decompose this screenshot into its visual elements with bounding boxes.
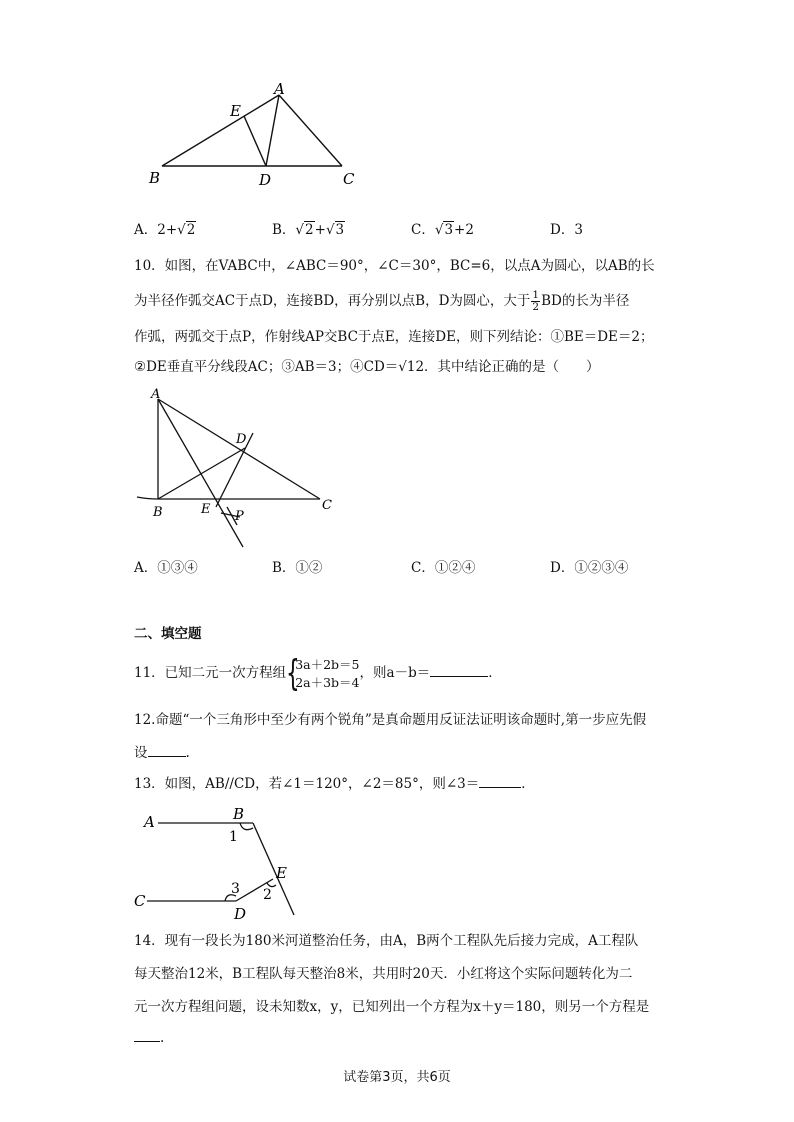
- fraction-numerator: 1: [532, 289, 540, 301]
- q11: [134, 652, 502, 694]
- option-value: 2+: [157, 222, 178, 238]
- q9-option-a[interactable]: [134, 218, 196, 238]
- answer-blank[interactable]: [134, 1040, 160, 1042]
- q10-option-c[interactable]: C．①②④: [411, 560, 476, 576]
- fig3-label-e: E: [276, 864, 287, 882]
- fig1-label-c: C: [343, 170, 355, 188]
- fig3-label-a: A: [144, 813, 155, 831]
- answer-blank[interactable]: [148, 755, 186, 757]
- q14-line-4: [134, 1028, 164, 1048]
- fig3-label-1: 1: [229, 829, 238, 845]
- radicand: 3: [335, 222, 345, 238]
- fig2-label-b: B: [153, 505, 163, 520]
- q13-text: 13．如图，AB//CD，若∠1＝120°，∠2＝85°，则∠3＝: [134, 776, 480, 792]
- q11-prefix: 11．已知二元一次方程组: [134, 665, 287, 681]
- section-title: 二、填空题: [134, 626, 202, 642]
- q12-line-1: 12.命题“一个三角形中至少有两个锐角”是真命题用反证法证明该命题时,第一步应先假: [134, 712, 647, 728]
- q9-option-d[interactable]: [550, 218, 583, 238]
- construction-figure-2: [135, 385, 345, 550]
- fig2-label-d: D: [236, 432, 247, 447]
- option-value: +2: [454, 222, 474, 238]
- equation-1: 3a＋2b＝5: [295, 656, 360, 672]
- option-label: D．: [550, 222, 575, 238]
- fraction-half: [531, 290, 540, 313]
- q13: [134, 774, 535, 794]
- sqrt-icon: √: [325, 222, 335, 238]
- parallel-lines-figure-3: [132, 802, 312, 920]
- q9-option-c[interactable]: [411, 218, 474, 238]
- fig1-label-d: D: [259, 171, 272, 189]
- q10-line-2: [134, 290, 629, 313]
- fig1-label-b: B: [149, 169, 161, 187]
- q11-suffix: ，则a－b＝: [359, 665, 431, 681]
- fig3-label-2: 2: [263, 887, 272, 903]
- q10-line-3: 作弧，两弧交于点P，作射线AP交BC于点E，连接DE，则下列结论：①BE＝DE＝2；: [134, 329, 654, 345]
- fig2-label-a: A: [151, 387, 161, 402]
- fig3-label-3: 3: [231, 881, 240, 897]
- answer-blank[interactable]: [430, 675, 488, 677]
- fig2-label-e: E: [201, 502, 211, 517]
- equation-system: [286, 652, 360, 694]
- q12-prefix: 设: [134, 745, 148, 761]
- q12-end: .: [185, 745, 190, 761]
- fig2-label-c: C: [322, 498, 332, 513]
- triangle-figure-1: [140, 78, 370, 193]
- q10-line-2-post: BD的长为半径: [541, 293, 630, 309]
- q14-end: .: [160, 1030, 165, 1046]
- q10-option-b[interactable]: B．①②: [272, 560, 323, 576]
- radicand: 2: [305, 222, 314, 238]
- option-label: B．: [272, 222, 296, 238]
- fig3-label-d: D: [234, 905, 247, 920]
- option-label: C．: [411, 222, 435, 238]
- q13-end: ．: [521, 776, 535, 792]
- q10-line-4: ②DE垂直平分线段AC；③AB＝3；④CD＝√12．其中结论正确的是（ ）: [134, 359, 600, 375]
- q14-line-2: 每天整治12米，B工程队每天整治8米，共用时20天．小红将这个实际问题转化为二: [134, 966, 633, 982]
- page-footer: 试卷第3页，共6页: [343, 1070, 451, 1085]
- fraction-denominator: 2: [532, 301, 540, 313]
- option-label: A．: [134, 222, 158, 238]
- fig1-label-e: E: [230, 102, 241, 120]
- fig3-label-b: B: [233, 805, 245, 823]
- fig1-label-a: A: [274, 80, 285, 98]
- sqrt-icon: √: [295, 222, 305, 238]
- q10-option-d[interactable]: D．①②③④: [550, 560, 629, 576]
- q11-end: ．: [488, 665, 502, 681]
- radicand: 2: [186, 222, 196, 238]
- q14-line-1: 14．现有一段长为180米河道整治任务，由A，B两个工程队先后接力完成，A工程队: [134, 933, 639, 949]
- sqrt-icon: √: [177, 222, 186, 238]
- fig3-label-c: C: [134, 892, 146, 910]
- equation-2: 2a＋3b＝4: [295, 674, 360, 690]
- q10-line-1: 10．如图，在VABC中，∠ABC＝90°，∠C＝30°，BC=6，以点A为圆心，以AB的长: [134, 258, 655, 274]
- q10-option-a[interactable]: A．①③④: [134, 560, 198, 576]
- plus-sign: +: [314, 222, 326, 238]
- answer-blank[interactable]: [479, 786, 521, 788]
- sqrt-icon: √: [434, 222, 444, 238]
- brace-icon: {: [286, 652, 300, 694]
- q12-line-2: [134, 743, 190, 763]
- radicand: 3: [444, 222, 454, 238]
- q10-line-2-pre: 为半径作弧交AC于点D，连接BD，再分别以点B，D为圆心，大于: [134, 293, 531, 309]
- q9-option-b[interactable]: [272, 218, 345, 238]
- fig2-label-p: P: [235, 509, 244, 524]
- option-value: 3: [574, 222, 583, 238]
- q14-line-3: 元一次方程组问题，设未知数x，y，已知列出一个方程为x＋y＝180，则另一个方程是: [134, 999, 650, 1015]
